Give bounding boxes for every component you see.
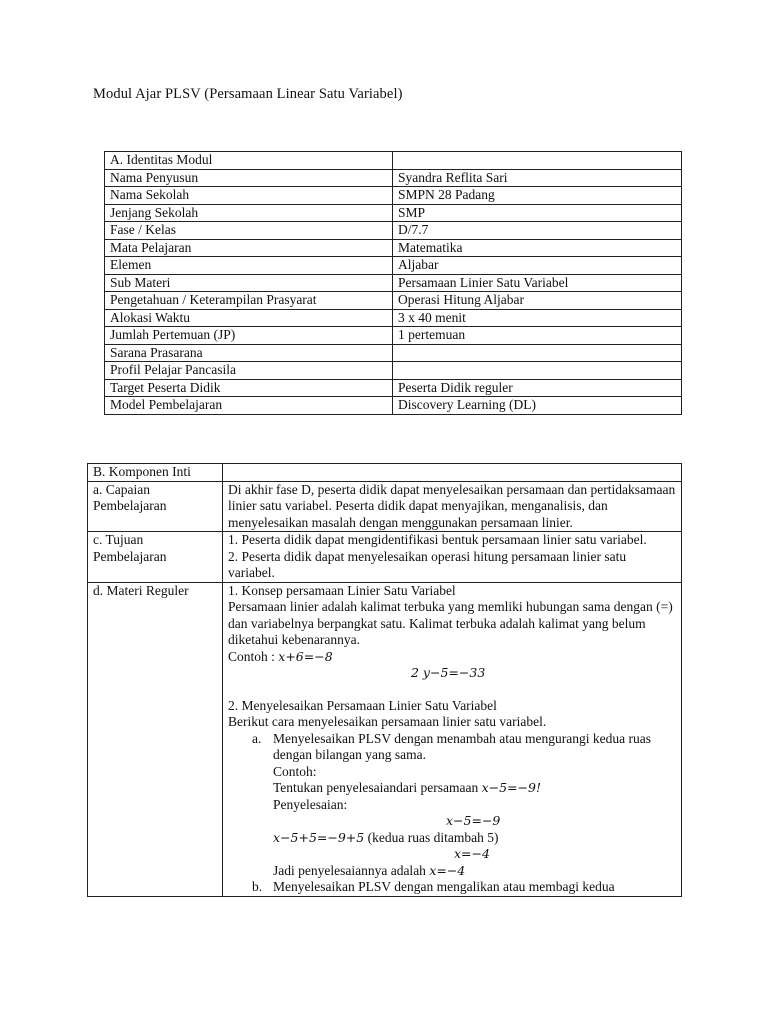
capaian-label: a. Capaian Pembelajaran — [88, 481, 223, 532]
komponen-table — [87, 463, 682, 897]
identitas-header-value — [393, 152, 682, 170]
identitas-value — [393, 362, 682, 380]
list-item — [228, 731, 676, 764]
table-row — [105, 379, 682, 397]
document-title: Modul Ajar PLSV (Persamaan Linear Satu Variabel) — [93, 86, 403, 102]
identitas-value — [393, 344, 682, 362]
identitas-value: Discovery Learning (DL) — [393, 397, 682, 415]
item-b-text: Menyelesaikan PLSV dengan mengalikan atau membagi kedua — [273, 879, 615, 894]
identitas-value: Syandra Reflita Sari — [393, 169, 682, 187]
identitas-value: 1 pertemuan — [393, 327, 682, 345]
identitas-key: Sarana Prasarana — [105, 344, 393, 362]
table-row — [105, 169, 682, 187]
list-item — [228, 879, 676, 896]
contoh-line — [228, 649, 676, 666]
tujuan-label: c. Tujuan Pembelajaran — [88, 532, 223, 583]
identitas-key: Jumlah Pertemuan (JP) — [105, 327, 393, 345]
materi-cell — [223, 582, 682, 896]
identitas-key: Mata Pelajaran — [105, 239, 393, 257]
identitas-value: Peserta Didik reguler — [393, 379, 682, 397]
tujuan-item: 2. Peserta didik dapat menyelesaikan operasi hitung persamaan linier satu variabel. — [228, 548, 627, 580]
step-2-eq: x−5+5=−9+5 — [273, 829, 365, 845]
item-a-soal-eq: x−5=−9! — [481, 780, 541, 795]
table-row — [105, 292, 682, 310]
identitas-key: Profil Pelajar Pancasila — [105, 362, 393, 380]
table-row — [105, 362, 682, 380]
table-row — [88, 582, 682, 896]
item-b-label: b. — [252, 879, 263, 894]
identitas-key: Nama Sekolah — [105, 187, 393, 205]
table-row — [105, 257, 682, 275]
table-row — [105, 309, 682, 327]
tujuan-cell — [223, 532, 682, 583]
identitas-header: A. Identitas Modul — [105, 152, 393, 170]
table-row — [105, 239, 682, 257]
identitas-key: Jenjang Sekolah — [105, 204, 393, 222]
identitas-key: Sub Materi — [105, 274, 393, 292]
identitas-value: SMPN 28 Padang — [393, 187, 682, 205]
table-row — [105, 274, 682, 292]
materi-2-text: Berikut cara menyelesaikan persamaan linier satu variabel. — [228, 714, 547, 729]
step-3-eq: x=−4 — [454, 846, 490, 861]
identitas-value: Operasi Hitung Aljabar — [393, 292, 682, 310]
table-row — [105, 397, 682, 415]
materi-1-title: 1. Konsep persamaan Linier Satu Variabel — [228, 582, 456, 598]
komponen-header: B. Komponen Inti — [88, 464, 223, 482]
tujuan-item: 1. Peserta didik dapat mengidentifikasi bentuk persamaan linier satu variabel. — [228, 532, 647, 547]
table-row — [105, 327, 682, 345]
identitas-value: Persamaan Linier Satu Variabel — [393, 274, 682, 292]
identitas-value: Aljabar — [393, 257, 682, 275]
materi-label: d. Materi Reguler — [88, 582, 223, 896]
table-row — [88, 532, 682, 583]
identitas-table — [104, 151, 682, 415]
item-a-contoh: Contoh: — [273, 763, 317, 779]
table-row — [105, 152, 682, 170]
identitas-key: Fase / Kelas — [105, 222, 393, 240]
contoh-eq-1: x+6=−8 — [278, 648, 333, 664]
table-row — [88, 481, 682, 532]
identitas-key: Nama Penyusun — [105, 169, 393, 187]
identitas-value: SMP — [393, 204, 682, 222]
contoh-label: Contoh : — [228, 648, 275, 664]
materi-1-text: Persamaan linier adalah kalimat terbuka yang memliki hubungan sama dengan (=) dan variabelnya berpangkat satu. Kalimat terbuka adalah kalimat yang belum diketahui kebenarannya. — [228, 599, 673, 647]
identitas-key: Model Pembelajaran — [105, 397, 393, 415]
contoh-eq-2: 2 y−5=−33 — [411, 665, 486, 680]
jadi-text: Jadi penyelesaiannya adalah — [273, 862, 426, 878]
table-row — [88, 464, 682, 482]
table-row — [105, 344, 682, 362]
step-2-note: (kedua ruas ditambah 5) — [367, 829, 499, 845]
item-a-penyelesaian: Penyelesaian: — [273, 796, 348, 812]
step-1-eq: x−5=−9 — [446, 813, 501, 828]
jadi-eq: x=−4 — [429, 862, 466, 878]
identitas-value: 3 x 40 menit — [393, 309, 682, 327]
table-row — [105, 187, 682, 205]
materi-2-title: 2. Menyelesaikan Persamaan Linier Satu Variabel — [228, 697, 497, 713]
capaian-text: Di akhir fase D, peserta didik dapat menyelesaikan persamaan dan pertidaksamaan linier satu variabel. Peserta didik dapat menyajikan, menganalisis, dan menyelesaikan masalah dengan menggunakan persamaan linier. — [223, 481, 682, 532]
identitas-key: Elemen — [105, 257, 393, 275]
identitas-key: Alokasi Waktu — [105, 309, 393, 327]
table-row — [105, 222, 682, 240]
identitas-key: Target Peserta Didik — [105, 379, 393, 397]
identitas-value: D/7.7 — [393, 222, 682, 240]
item-a-label: a. — [252, 730, 262, 746]
item-a-soal: Tentukan penyelesaiandari persamaan — [273, 780, 479, 795]
table-row — [105, 204, 682, 222]
identitas-value: Matematika — [393, 239, 682, 257]
item-a-text: Menyelesaikan PLSV dengan menambah atau mengurangi kedua ruas dengan bilangan yang sama. — [273, 730, 652, 762]
identitas-key: Pengetahuan / Keterampilan Prasyarat — [105, 292, 393, 310]
